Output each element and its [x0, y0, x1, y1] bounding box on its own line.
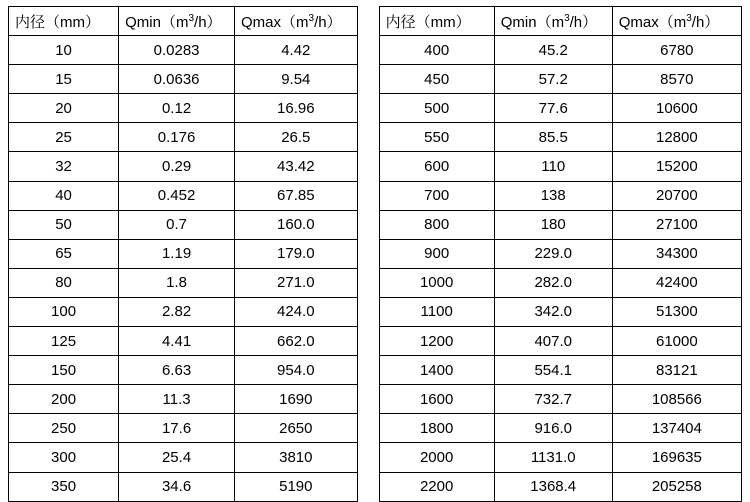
cell-inner-diameter: 65	[9, 239, 119, 268]
header-text-pre: Qmax（m	[241, 13, 309, 31]
table-row	[9, 36, 358, 65]
cell-qmax: 1690	[235, 385, 358, 414]
column-header-qmax	[235, 7, 358, 36]
cell-qmin: 0.12	[119, 94, 235, 123]
cell-inner-diameter: 600	[379, 152, 494, 181]
cell-qmin: 110	[494, 152, 612, 181]
cell-qmin: 180	[494, 210, 612, 239]
cell-qmin: 0.176	[119, 123, 235, 152]
table-row	[9, 268, 358, 297]
header-text-post: /h）	[314, 13, 342, 31]
cell-inner-diameter: 80	[9, 268, 119, 297]
cell-inner-diameter: 900	[379, 239, 494, 268]
cell-qmin: 1131.0	[494, 443, 612, 472]
cell-qmin: 407.0	[494, 327, 612, 356]
cell-inner-diameter: 300	[9, 443, 119, 472]
cell-qmax: 3810	[235, 443, 358, 472]
cell-qmin: 77.6	[494, 94, 612, 123]
cell-inner-diameter: 1800	[379, 414, 494, 443]
cell-inner-diameter: 125	[9, 327, 119, 356]
header-text-sup: 3	[686, 12, 692, 24]
cell-qmax: 10600	[612, 94, 741, 123]
cell-inner-diameter: 350	[9, 472, 119, 501]
cell-qmax: 15200	[612, 152, 741, 181]
cell-inner-diameter: 400	[379, 36, 494, 65]
cell-qmin: 916.0	[494, 414, 612, 443]
cell-inner-diameter: 450	[379, 65, 494, 94]
cell-qmin: 0.29	[119, 152, 235, 181]
flow-rate-table-right	[379, 6, 742, 502]
tables-container	[8, 6, 742, 502]
cell-qmin: 1.8	[119, 268, 235, 297]
cell-qmax: 5190	[235, 472, 358, 501]
table-row	[9, 297, 358, 326]
cell-inner-diameter: 1400	[379, 356, 494, 385]
cell-qmax: 34300	[612, 239, 741, 268]
table-row	[9, 385, 358, 414]
header-text-post: /h）	[691, 13, 720, 31]
table-row	[379, 239, 741, 268]
table-row	[9, 327, 358, 356]
column-header-qmax	[612, 7, 741, 36]
cell-qmax: 51300	[612, 297, 741, 326]
cell-qmin: 554.1	[494, 356, 612, 385]
cell-inner-diameter: 2000	[379, 443, 494, 472]
table-header-row	[9, 7, 358, 36]
cell-qmin: 229.0	[494, 239, 612, 268]
cell-qmin: 0.0283	[119, 36, 235, 65]
table-row	[9, 94, 358, 123]
table-row	[379, 472, 741, 501]
cell-inner-diameter: 50	[9, 210, 119, 239]
cell-qmax: 26.5	[235, 123, 358, 152]
cell-qmin: 0.0636	[119, 65, 235, 94]
cell-qmin: 0.452	[119, 181, 235, 210]
cell-qmin: 4.41	[119, 327, 235, 356]
cell-qmax: 662.0	[235, 327, 358, 356]
column-header-inner-diameter	[379, 7, 494, 36]
table-row	[379, 385, 741, 414]
cell-qmax: 42400	[612, 268, 741, 297]
header-text-pre: 内径（mm）	[385, 13, 471, 31]
cell-inner-diameter: 25	[9, 123, 119, 152]
cell-qmin: 0.7	[119, 210, 235, 239]
cell-inner-diameter: 200	[9, 385, 119, 414]
table-row	[9, 210, 358, 239]
cell-qmax: 954.0	[235, 356, 358, 385]
cell-inner-diameter: 700	[379, 181, 494, 210]
cell-qmin: 25.4	[119, 443, 235, 472]
cell-inner-diameter: 550	[379, 123, 494, 152]
cell-qmax: 4.42	[235, 36, 358, 65]
cell-qmax: 108566	[612, 385, 741, 414]
cell-inner-diameter: 250	[9, 414, 119, 443]
column-header-inner-diameter	[9, 7, 119, 36]
cell-qmax: 8570	[612, 65, 741, 94]
header-text-sup: 3	[308, 12, 315, 24]
cell-qmin: 732.7	[494, 385, 612, 414]
table-row	[379, 297, 741, 326]
flow-rate-table-left	[8, 6, 358, 502]
cell-qmin: 11.3	[119, 385, 235, 414]
table-row	[379, 443, 741, 472]
cell-qmax: 9.54	[235, 65, 358, 94]
table-row	[379, 65, 741, 94]
cell-qmax: 43.42	[235, 152, 358, 181]
cell-qmin: 1.19	[119, 239, 235, 268]
cell-qmax: 160.0	[235, 210, 358, 239]
cell-inner-diameter: 10	[9, 36, 119, 65]
table-row	[379, 152, 741, 181]
table-row	[9, 152, 358, 181]
cell-qmin: 138	[494, 181, 612, 210]
cell-inner-diameter: 15	[9, 65, 119, 94]
table-row	[9, 65, 358, 94]
cell-qmax: 67.85	[235, 181, 358, 210]
cell-qmin: 342.0	[494, 297, 612, 326]
cell-qmin: 34.6	[119, 472, 235, 501]
table-row	[379, 414, 741, 443]
cell-qmax: 424.0	[235, 297, 358, 326]
column-header-qmin	[494, 7, 612, 36]
table-row	[379, 356, 741, 385]
cell-qmin: 6.63	[119, 356, 235, 385]
cell-qmin: 57.2	[494, 65, 612, 94]
cell-qmin: 17.6	[119, 414, 235, 443]
table-row	[9, 181, 358, 210]
cell-qmin: 2.82	[119, 297, 235, 326]
table-row	[9, 472, 358, 501]
cell-inner-diameter: 40	[9, 181, 119, 210]
table-row	[379, 327, 741, 356]
cell-inner-diameter: 100	[9, 297, 119, 326]
cell-qmax: 6780	[612, 36, 741, 65]
table-row	[379, 210, 741, 239]
table-header-row	[379, 7, 741, 36]
column-header-qmin	[119, 7, 235, 36]
cell-qmax: 12800	[612, 123, 741, 152]
header-text-pre: 内径（mm）	[15, 13, 100, 31]
cell-inner-diameter: 20	[9, 94, 119, 123]
cell-inner-diameter: 1600	[379, 385, 494, 414]
cell-qmin: 45.2	[494, 36, 612, 65]
header-text-post: /h）	[569, 13, 598, 31]
cell-inner-diameter: 1000	[379, 268, 494, 297]
cell-qmax: 169635	[612, 443, 741, 472]
cell-qmax: 271.0	[235, 268, 358, 297]
cell-qmax: 137404	[612, 414, 741, 443]
table-row	[9, 123, 358, 152]
cell-qmin: 282.0	[494, 268, 612, 297]
header-text-post: /h）	[194, 13, 222, 31]
cell-qmax: 205258	[612, 472, 741, 501]
cell-qmin: 85.5	[494, 123, 612, 152]
cell-inner-diameter: 1200	[379, 327, 494, 356]
cell-qmax: 20700	[612, 181, 741, 210]
table-row	[9, 414, 358, 443]
cell-inner-diameter: 32	[9, 152, 119, 181]
table-row	[379, 181, 741, 210]
table-row	[9, 239, 358, 268]
table-row	[379, 123, 741, 152]
table-row	[379, 36, 741, 65]
header-text-pre: Qmax（m	[618, 13, 687, 31]
cell-inner-diameter: 1100	[379, 297, 494, 326]
table-row	[379, 268, 741, 297]
cell-inner-diameter: 500	[379, 94, 494, 123]
cell-qmin: 1368.4	[494, 472, 612, 501]
header-text-pre: Qmin（m	[125, 13, 189, 31]
cell-qmax: 2650	[235, 414, 358, 443]
header-text-sup: 3	[188, 12, 195, 24]
cell-inner-diameter: 150	[9, 356, 119, 385]
cell-qmax: 16.96	[235, 94, 358, 123]
table-row	[9, 443, 358, 472]
header-text-pre: Qmin（m	[500, 13, 565, 31]
cell-qmax: 83121	[612, 356, 741, 385]
cell-qmax: 61000	[612, 327, 741, 356]
cell-inner-diameter: 2200	[379, 472, 494, 501]
header-text-sup: 3	[564, 12, 570, 24]
table-row	[9, 356, 358, 385]
cell-inner-diameter: 800	[379, 210, 494, 239]
table-row	[379, 94, 741, 123]
cell-qmax: 179.0	[235, 239, 358, 268]
cell-qmax: 27100	[612, 210, 741, 239]
